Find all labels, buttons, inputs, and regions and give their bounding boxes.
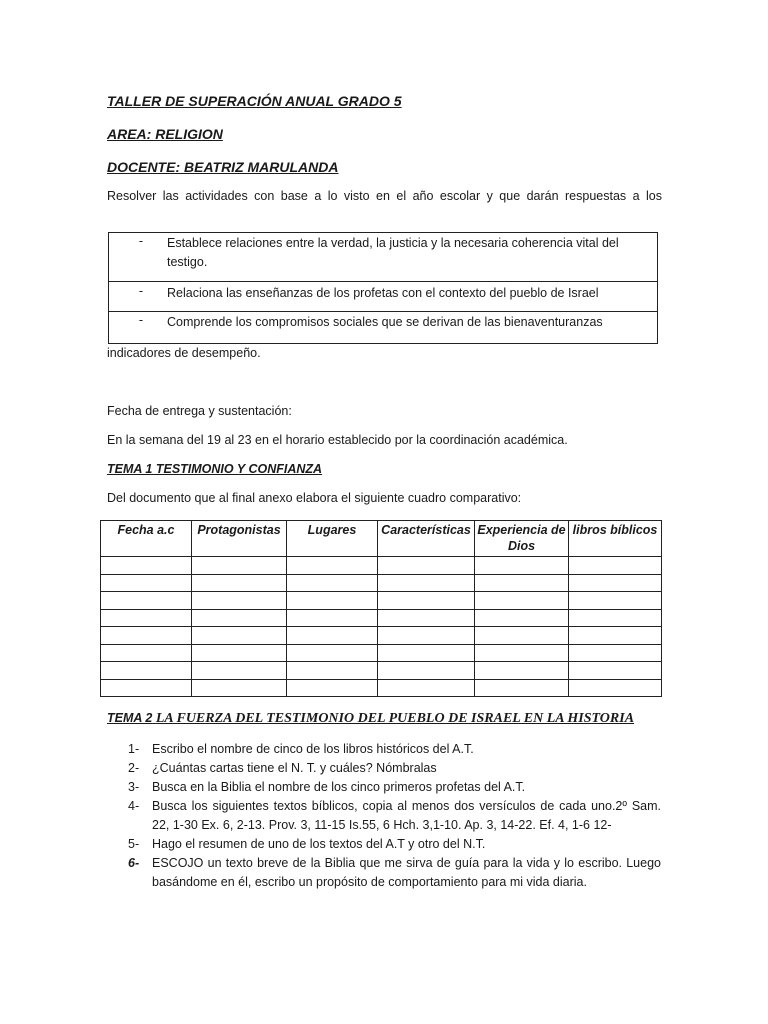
indicator-row [109, 233, 658, 282]
table-cell[interactable] [287, 557, 378, 575]
table-cell[interactable] [101, 644, 192, 662]
table-cell[interactable] [569, 644, 662, 662]
tema2-title: LA FUERZA DEL TESTIMONIO DEL PUEBLO DE ISRAEL EN LA HISTORIA [155, 711, 635, 726]
table-cell[interactable] [287, 679, 378, 697]
table-cell[interactable] [101, 557, 192, 575]
table-cell[interactable] [192, 644, 287, 662]
activity-list [128, 740, 661, 892]
table-cell[interactable] [192, 592, 287, 610]
table-cell[interactable] [475, 557, 569, 575]
item-text: Busca en la Biblia el nombre de los cinco primeros profetas del A.T. [152, 780, 526, 794]
table-cell[interactable] [192, 557, 287, 575]
column-header: Características [378, 521, 475, 557]
item-text: ESCOJO un texto breve de la Biblia que me sirva de guía para la vida y lo escribo. Luego basándome en él, escribo un propósito de comportamiento para mi vida diaria. [152, 856, 661, 889]
indicator-row [109, 312, 658, 344]
table-cell[interactable] [287, 644, 378, 662]
table-cell[interactable] [569, 592, 662, 610]
table-row [101, 592, 662, 610]
item-text: Hago el resumen de uno de los textos del A.T y otro del N.T. [152, 837, 486, 851]
tema1-title: TEMA 1 TESTIMONIO Y CONFIANZA [107, 462, 323, 476]
table-cell[interactable] [192, 627, 287, 645]
table-cell[interactable] [192, 574, 287, 592]
list-item [128, 854, 661, 892]
item-text: Escribo el nombre de cinco de los libros históricos del A.T. [152, 742, 474, 756]
table-cell[interactable] [378, 557, 475, 575]
tema2-heading [107, 711, 634, 727]
item-text: Busca los siguientes textos bíblicos, copia al menos dos versículos de cada uno.2º Sam. 22, 1-30 Ex. 6, 2-13. Prov. 3, 11-15 Is.55, 6 Hch. 3,1-10. Ap. 3, 14-22. Ef. 4, 1-6 12- [152, 799, 661, 832]
table-cell[interactable] [287, 627, 378, 645]
list-item [128, 778, 661, 797]
indicator-dash: - [138, 234, 144, 248]
indicator-text: Comprende los compromisos sociales que se derivan de las bienaventuranzas [167, 315, 603, 329]
table-row [101, 574, 662, 592]
table-cell[interactable] [475, 627, 569, 645]
column-header: libros bíblicos [569, 521, 662, 557]
document-title: TALLER DE SUPERACIÓN ANUAL GRADO 5 [107, 93, 402, 109]
table-cell[interactable] [378, 609, 475, 627]
table-cell[interactable] [569, 662, 662, 680]
table-cell[interactable] [378, 574, 475, 592]
table-row [101, 679, 662, 697]
column-header: Protagonistas [192, 521, 287, 557]
table-cell[interactable] [569, 679, 662, 697]
indicator-row [109, 282, 658, 312]
table-cell[interactable] [101, 574, 192, 592]
item-number: 2- [128, 761, 140, 775]
comparison-table [100, 520, 662, 697]
table-cell[interactable] [569, 557, 662, 575]
column-header: Fecha a.c [101, 521, 192, 557]
tema2-prefix: TEMA 2 [107, 711, 153, 725]
intro-line-2: indicadores de desempeño. [107, 346, 261, 360]
item-number: 5- [128, 837, 140, 851]
table-header-row [101, 521, 662, 557]
table-cell[interactable] [378, 592, 475, 610]
table-cell[interactable] [101, 592, 192, 610]
table-row [101, 609, 662, 627]
table-cell[interactable] [101, 662, 192, 680]
list-item [128, 759, 661, 778]
table-cell[interactable] [101, 627, 192, 645]
table-row [101, 557, 662, 575]
table-cell[interactable] [101, 679, 192, 697]
indicator-dash: - [138, 313, 144, 327]
table-cell[interactable] [287, 592, 378, 610]
table-cell[interactable] [192, 662, 287, 680]
intro-line-1: Resolver las actividades con base a lo visto en el año escolar y que darán respuestas a los [107, 189, 662, 203]
item-number: 4- [128, 799, 140, 813]
table-row [101, 662, 662, 680]
indicator-text: Establece relaciones entre la verdad, la justicia y la necesaria coherencia vital del testigo. [167, 236, 619, 269]
column-header: Lugares [287, 521, 378, 557]
item-text: ¿Cuántas cartas tiene el N. T. y cuáles? Nómbralas [152, 761, 437, 775]
table-cell[interactable] [475, 574, 569, 592]
list-item [128, 797, 661, 835]
table-cell[interactable] [378, 644, 475, 662]
table-cell[interactable] [287, 662, 378, 680]
delivery-text: En la semana del 19 al 23 en el horario establecido por la coordinación académica. [107, 433, 568, 447]
table-cell[interactable] [378, 662, 475, 680]
list-item [128, 835, 661, 854]
teacher-heading: DOCENTE: BEATRIZ MARULANDA [107, 159, 339, 175]
table-cell[interactable] [569, 574, 662, 592]
table-cell[interactable] [569, 609, 662, 627]
table-cell[interactable] [287, 574, 378, 592]
table-row [101, 627, 662, 645]
table-row [101, 644, 662, 662]
table-cell[interactable] [378, 627, 475, 645]
tema1-instruction: Del documento que al final anexo elabora el siguiente cuadro comparativo: [107, 491, 522, 505]
table-cell[interactable] [101, 609, 192, 627]
area-heading: AREA: RELIGION [107, 126, 223, 142]
table-cell[interactable] [192, 679, 287, 697]
table-cell[interactable] [378, 679, 475, 697]
indicator-text: Relaciona las enseñanzas de los profetas con el contexto del pueblo de Israel [167, 286, 599, 300]
table-cell[interactable] [475, 644, 569, 662]
table-cell[interactable] [475, 679, 569, 697]
table-cell[interactable] [475, 662, 569, 680]
item-number: 6- [128, 856, 140, 870]
table-cell[interactable] [192, 609, 287, 627]
list-item [128, 740, 661, 759]
table-cell[interactable] [475, 609, 569, 627]
indicator-dash: - [138, 284, 144, 298]
item-number: 1- [128, 742, 140, 756]
table-cell[interactable] [569, 627, 662, 645]
table-cell[interactable] [475, 592, 569, 610]
indicators-table [108, 232, 658, 344]
table-cell[interactable] [287, 609, 378, 627]
delivery-label: Fecha de entrega y sustentación: [107, 404, 292, 418]
column-header: Experiencia de Dios [475, 521, 569, 557]
item-number: 3- [128, 780, 140, 794]
